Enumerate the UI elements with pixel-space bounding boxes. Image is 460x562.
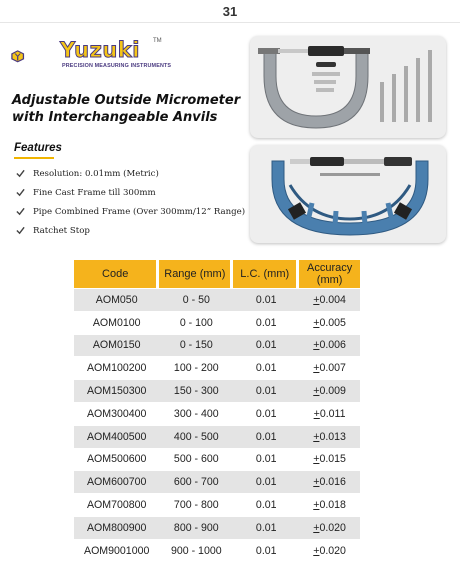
table-row: [74, 448, 360, 471]
cell-lc: 0.01: [233, 516, 299, 539]
micrometer-cast-frame-icon: [250, 36, 446, 138]
cell-lc: 0.01: [233, 379, 299, 402]
check-icon: [16, 207, 25, 216]
cell-accuracy: [299, 311, 360, 334]
cell-range: 0 - 50: [159, 288, 233, 311]
accuracy-value: 0.020: [319, 521, 346, 534]
cell-accuracy: [299, 493, 360, 516]
table-row: [74, 402, 360, 425]
accuracy-value: 0.011: [319, 407, 346, 420]
cell-lc: 0.01: [233, 448, 299, 471]
cell-range: 0 - 100: [159, 311, 233, 334]
accuracy-value: 0.013: [319, 430, 346, 443]
accuracy-value: 0.016: [319, 476, 346, 489]
table-row: [74, 425, 360, 448]
cell-code: AOM400500: [74, 425, 159, 448]
cell-accuracy: [299, 402, 360, 425]
cell-range: 100 - 200: [159, 356, 233, 379]
cell-range: 700 - 800: [159, 493, 233, 516]
cell-range: 900 - 1000: [159, 539, 233, 562]
cell-lc: 0.01: [233, 356, 299, 379]
cell-accuracy: [299, 539, 360, 562]
plus-minus-sign: +: [313, 476, 320, 489]
yuzuki-logo-icon: [10, 36, 58, 76]
plus-minus-sign: +: [313, 316, 320, 329]
spec-table: [74, 260, 360, 562]
top-divider: [0, 22, 460, 23]
cell-lc: 0.01: [233, 311, 299, 334]
check-icon: [16, 226, 25, 235]
cell-accuracy: [299, 334, 360, 357]
cell-lc: 0.01: [233, 288, 299, 311]
cell-accuracy: [299, 448, 360, 471]
cell-lc: 0.01: [233, 539, 299, 562]
table-row: [74, 311, 360, 334]
feature-text: Pipe Combined Frame (Over 300mm/12” Range): [33, 206, 246, 217]
feature-text: Resolution: 0.01mm (Metric): [33, 168, 159, 179]
table-row: [74, 288, 360, 311]
accuracy-value: 0.005: [319, 316, 346, 329]
cell-code: AOM0150: [74, 334, 159, 357]
cell-range: 500 - 600: [159, 448, 233, 471]
micrometer-pipe-frame-icon: [250, 145, 446, 243]
feature-item: [16, 164, 256, 183]
feature-list: [16, 164, 256, 240]
feature-text: Fine Cast Frame till 300mm: [33, 187, 156, 198]
column-header-range: Range (mm): [159, 260, 233, 288]
cell-accuracy: [299, 288, 360, 311]
plus-minus-sign: +: [313, 407, 320, 420]
feature-item: [16, 183, 256, 202]
plus-minus-sign: +: [313, 521, 320, 534]
cell-code: AOM150300: [74, 379, 159, 402]
cell-code: AOM9001000: [74, 539, 159, 562]
accuracy-value: 0.020: [319, 544, 346, 557]
cell-range: 150 - 300: [159, 379, 233, 402]
product-image-cast-frame: [250, 36, 446, 138]
cell-code: AOM0100: [74, 311, 159, 334]
plus-minus-sign: +: [313, 293, 320, 306]
cell-code: AOM100200: [74, 356, 159, 379]
accuracy-value: 0.018: [319, 499, 346, 512]
cell-range: 800 - 900: [159, 516, 233, 539]
table-row: [74, 356, 360, 379]
cell-code: AOM600700: [74, 470, 159, 493]
table-row: [74, 470, 360, 493]
brand-trademark: TM: [153, 38, 162, 44]
check-icon: [16, 188, 25, 197]
feature-text: Ratchet Stop: [33, 225, 90, 236]
brand-tagline: PRECISION MEASURING INSTRUMENTS: [62, 63, 172, 69]
cell-code: AOM700800: [74, 493, 159, 516]
accuracy-value: 0.009: [319, 385, 346, 398]
accuracy-value: 0.015: [319, 453, 346, 466]
cell-lc: 0.01: [233, 425, 299, 448]
table-row: [74, 539, 360, 562]
features-underline: [14, 157, 54, 159]
table-header-row: [74, 260, 360, 288]
feature-item: [16, 202, 256, 221]
plus-minus-sign: +: [313, 453, 320, 466]
cell-accuracy: [299, 516, 360, 539]
cell-lc: 0.01: [233, 402, 299, 425]
accuracy-value: 0.004: [319, 293, 346, 306]
column-header-accuracy: Accuracy (mm): [299, 260, 360, 288]
cell-accuracy: [299, 356, 360, 379]
plus-minus-sign: +: [313, 385, 320, 398]
page-number: 31: [222, 4, 238, 19]
plus-minus-sign: +: [313, 544, 320, 557]
cell-code: AOM800900: [74, 516, 159, 539]
plus-minus-sign: +: [313, 499, 320, 512]
table-row: [74, 334, 360, 357]
product-title: Adjustable Outside Micrometer with Interchangeable Anvils: [12, 93, 241, 125]
brand-name: Yuzuki: [60, 38, 140, 62]
features-heading: Features: [14, 142, 62, 154]
cell-code: AOM300400: [74, 402, 159, 425]
cell-range: 400 - 500: [159, 425, 233, 448]
cell-accuracy: [299, 470, 360, 493]
cell-accuracy: [299, 425, 360, 448]
feature-item: [16, 221, 256, 240]
table-row: [74, 493, 360, 516]
accuracy-value: 0.006: [319, 339, 346, 352]
plus-minus-sign: +: [313, 339, 320, 352]
table-row: [74, 379, 360, 402]
cell-accuracy: [299, 379, 360, 402]
product-image-pipe-frame: [250, 145, 446, 243]
column-header-lc: L.C. (mm): [233, 260, 299, 288]
plus-minus-sign: +: [313, 362, 320, 375]
table-row: [74, 516, 360, 539]
cell-range: 300 - 400: [159, 402, 233, 425]
check-icon: [16, 169, 25, 178]
column-header-code: Code: [74, 260, 159, 288]
cell-code: AOM050: [74, 288, 159, 311]
accuracy-value: 0.007: [319, 362, 346, 375]
cell-lc: 0.01: [233, 334, 299, 357]
cell-lc: 0.01: [233, 493, 299, 516]
cell-lc: 0.01: [233, 470, 299, 493]
cell-range: 600 - 700: [159, 470, 233, 493]
plus-minus-sign: +: [313, 430, 320, 443]
cell-range: 0 - 150: [159, 334, 233, 357]
cell-code: AOM500600: [74, 448, 159, 471]
